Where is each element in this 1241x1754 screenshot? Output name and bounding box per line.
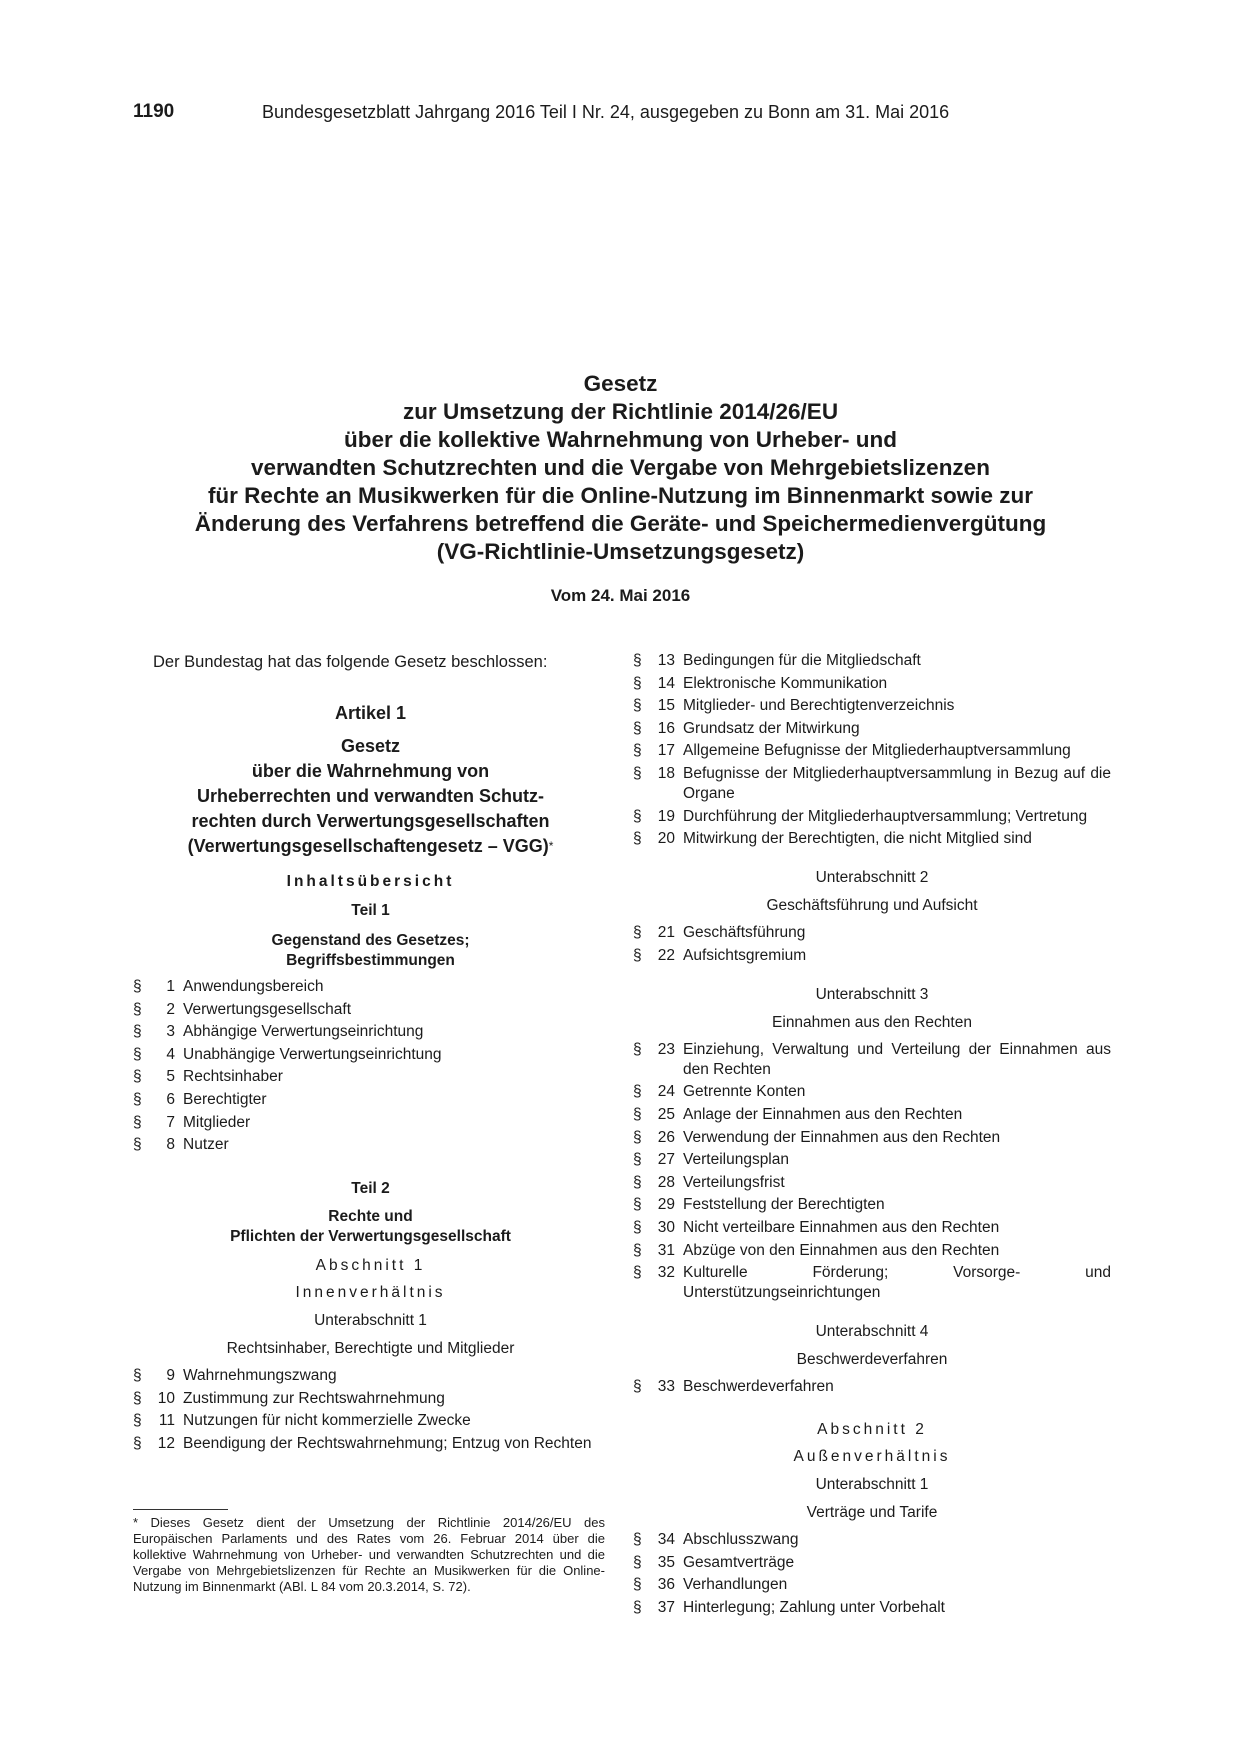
section-sign: § — [633, 652, 642, 669]
section-title: Allgemeine Befugnisse der Mitgliederhauptversammlung — [683, 742, 1071, 760]
section-title: Hinterlegung; Zahlung unter Vorbehalt — [683, 1598, 945, 1616]
section-number: 13 — [657, 652, 675, 669]
section-sign: § — [633, 946, 642, 964]
article-title-line — [133, 834, 608, 859]
unterabschnitt-2-title: Geschäftsführung und Aufsicht — [766, 897, 978, 915]
toc-entry[interactable] — [133, 1434, 608, 1454]
article-short-title: (Verwertungsgesellschaftengesetz – VGG) — [187, 836, 549, 856]
section-number: 1 — [166, 978, 175, 995]
abschnitt-2-unterabschnitt-1-label: Unterabschnitt 1 — [815, 1476, 929, 1494]
teil-2-title-line: Rechte und — [328, 1208, 413, 1226]
section-sign: § — [633, 719, 642, 737]
law-date: Vom 24. Mai 2016 — [550, 586, 691, 605]
abschnitt-1-title: Innenverhältnis — [295, 1284, 446, 1302]
toc-heading: Inhaltsübersicht — [286, 873, 455, 890]
section-sign: § — [633, 1378, 642, 1396]
title-line: verwandten Schutzrechten und die Vergabe von Mehrgebietslizenzen — [251, 455, 990, 480]
toc-entry[interactable] — [133, 1411, 608, 1431]
section-number: 30 — [657, 1218, 675, 1236]
section-number: 31 — [657, 1241, 675, 1259]
toc-entry[interactable] — [633, 1173, 1111, 1193]
title-line: (VG-Richtlinie-Umsetzungsgesetz) — [436, 539, 805, 564]
toc-list-ua4 — [633, 1377, 1111, 1397]
section-sign: § — [633, 1083, 642, 1101]
section-title: Verhandlungen — [683, 1576, 788, 1594]
section-title: Berechtigter — [183, 1090, 267, 1108]
section-title: Wahrnehmungszwang — [183, 1367, 337, 1385]
teil-1-title — [133, 931, 608, 971]
unterabschnitt-1-label: Unterabschnitt 1 — [314, 1312, 427, 1330]
toc-entry[interactable] — [633, 1040, 1111, 1080]
left-column — [133, 651, 608, 1457]
unterabschnitt-1-title: Rechtsinhaber, Berechtigte und Mitglieder — [226, 1340, 515, 1358]
section-number: 37 — [657, 1598, 675, 1616]
section-number: 8 — [166, 1136, 175, 1154]
section-title: Nutzer — [183, 1136, 229, 1154]
section-sign: § — [633, 1241, 642, 1259]
section-number: 22 — [657, 946, 675, 964]
section-number: 5 — [166, 1068, 175, 1086]
section-sign: § — [633, 1531, 642, 1549]
toc-entry[interactable] — [633, 1105, 1111, 1125]
section-number: 2 — [166, 1000, 175, 1018]
toc-entry[interactable] — [633, 651, 1111, 671]
section-title: Abhängige Verwertungseinrichtung — [183, 1023, 424, 1041]
toc-entry[interactable] — [633, 946, 1111, 966]
toc-entry[interactable] — [633, 1150, 1111, 1170]
title-line: zur Umsetzung der Richtlinie 2014/26/EU — [402, 399, 839, 424]
toc-list-ua2 — [633, 923, 1111, 966]
toc-entry[interactable] — [633, 1553, 1111, 1573]
abschnitt-2-unterabschnitt-1-title: Verträge und Tarife — [806, 1504, 938, 1522]
section-number: 6 — [166, 1090, 175, 1108]
footnote: * Dieses Gesetz dient der Umsetzung der Richtlinie 2014/26/EU des Europäischen Parlaments und des Rates vom 26. Februar 2014 über die kollektive Wahrnehmung von Urheber- und verwandten Schutzrechten und die Vergabe von Mehrgebietslizenzen für Rechte an Musikwerken für die Online-Nutzung im Binnenmarkt (ABl. L 84 vom 20.3.2014, S. 72). — [133, 1515, 605, 1594]
footnote-divider — [133, 1509, 228, 1510]
section-sign: § — [133, 1090, 142, 1108]
toc-entry[interactable] — [133, 1113, 608, 1133]
page-number: 1190 — [133, 101, 175, 122]
article-title-line: rechten durch Verwertungsgesellschaften — [191, 811, 550, 831]
section-number: 11 — [158, 1412, 175, 1430]
teil-1-label: Teil 1 — [351, 902, 390, 919]
section-title: Nicht verteilbare Einnahmen aus den Rechten — [683, 1218, 1000, 1236]
toc-entry[interactable] — [633, 1241, 1111, 1261]
toc-list-ua1 — [133, 1366, 608, 1454]
section-sign: § — [133, 1136, 142, 1154]
section-sign: § — [133, 1045, 142, 1063]
section-number: 32 — [657, 1264, 675, 1282]
toc-entry[interactable] — [633, 1263, 1111, 1303]
section-sign: § — [633, 1151, 642, 1169]
article-heading — [133, 701, 608, 859]
section-title: Rechtsinhaber — [183, 1068, 283, 1086]
article-title-line: über die Wahrnehmung von — [251, 761, 490, 781]
abschnitt-2-title: Außenverhältnis — [793, 1448, 951, 1466]
section-sign: § — [133, 1023, 142, 1041]
section-title: Einziehung, Verwaltung und Verteilung der Einnahmen aus den Rechten — [683, 1040, 1111, 1078]
toc-entry[interactable] — [133, 1366, 608, 1386]
section-number: 9 — [166, 1367, 175, 1385]
section-number: 4 — [166, 1045, 175, 1063]
title-line: Änderung des Verfahrens betreffend die Geräte- und Speichermedienvergütung — [194, 511, 1047, 536]
section-number: 28 — [657, 1173, 675, 1191]
section-title: Nutzungen für nicht kommerzielle Zwecke — [183, 1412, 471, 1430]
toc-entry[interactable] — [133, 1135, 608, 1155]
section-title: Aufsichtsgremium — [683, 946, 807, 964]
section-sign: § — [133, 1113, 142, 1131]
section-number: 35 — [657, 1553, 675, 1571]
toc-list-ua1-cont — [633, 651, 1111, 849]
toc-list-a2-ua1 — [633, 1530, 1111, 1618]
section-number: 15 — [657, 697, 675, 715]
section-sign: § — [633, 1576, 642, 1594]
toc-entry[interactable] — [633, 719, 1111, 739]
section-sign: § — [633, 1264, 642, 1282]
intro-text: Der Bundestag hat das folgende Gesetz beschlossen: — [153, 653, 548, 671]
section-title: Anlage der Einnahmen aus den Rechten — [683, 1105, 963, 1123]
section-sign: § — [633, 742, 642, 760]
toc-entry[interactable] — [633, 923, 1111, 943]
section-number: 24 — [657, 1083, 675, 1101]
section-sign: § — [633, 1553, 642, 1571]
section-title: Verteilungsplan — [683, 1151, 789, 1169]
section-number: 26 — [657, 1128, 675, 1146]
toc-entry[interactable] — [133, 977, 608, 997]
toc-entry[interactable] — [633, 807, 1111, 827]
teil-1-title-line: Gegenstand des Gesetzes; — [271, 932, 470, 949]
toc-list-teil-1 — [133, 977, 608, 1155]
section-title: Elektronische Kommunikation — [683, 674, 888, 692]
section-sign: § — [633, 1196, 642, 1214]
section-title: Geschäftsführung — [683, 924, 806, 942]
section-number: 19 — [657, 807, 675, 825]
section-title: Abzüge von den Einnahmen aus den Rechten — [683, 1241, 1000, 1259]
section-title: Gesamtverträge — [683, 1553, 795, 1571]
section-title: Kulturelle Förderung; Vorsorge- und Unterstützungseinrichtungen — [683, 1264, 1111, 1302]
article-title-line: Urheberrechten und verwandten Schutz- — [196, 786, 545, 806]
toc-entry[interactable] — [633, 1195, 1111, 1215]
section-title: Mitwirkung der Berechtigten, die nicht Mitglied sind — [683, 830, 1032, 848]
toc-entry[interactable] — [633, 674, 1111, 694]
toc-list-ua3 — [633, 1040, 1111, 1303]
section-sign: § — [133, 1068, 142, 1086]
toc-entry[interactable] — [133, 1067, 608, 1087]
section-number: 16 — [657, 719, 675, 737]
title-line: Gesetz — [583, 371, 658, 396]
section-title: Zustimmung zur Rechtswahrnehmung — [183, 1389, 445, 1407]
toc-entry[interactable] — [133, 1045, 608, 1065]
section-title: Durchführung der Mitgliederhauptversammlung; Vertretung — [683, 807, 1088, 825]
toc-entry[interactable] — [633, 696, 1111, 716]
section-sign: § — [133, 1367, 142, 1385]
section-sign: § — [633, 1040, 642, 1058]
toc-entry[interactable] — [633, 1128, 1111, 1148]
section-number: 17 — [657, 742, 675, 760]
right-column — [633, 651, 1111, 1620]
toc-entry[interactable] — [633, 1082, 1111, 1102]
toc-entry[interactable] — [633, 1377, 1111, 1397]
article-label: Artikel 1 — [334, 703, 407, 723]
section-sign: § — [633, 697, 642, 715]
abschnitt-1-label: Abschnitt 1 — [315, 1257, 426, 1275]
section-sign: § — [133, 1412, 142, 1430]
teil-2-title-line: Pflichten der Verwertungsgesellschaft — [230, 1228, 511, 1246]
section-sign: § — [633, 1105, 642, 1123]
section-sign: § — [633, 1173, 642, 1191]
toc-entry[interactable] — [633, 764, 1111, 804]
footnote-mark: * — [548, 839, 554, 853]
section-title: Unabhängige Verwertungseinrichtung — [183, 1045, 442, 1063]
section-number: 25 — [657, 1105, 675, 1123]
section-number: 21 — [657, 924, 675, 942]
section-number: 27 — [657, 1151, 675, 1169]
law-title — [100, 370, 1141, 566]
section-sign: § — [633, 674, 642, 692]
section-title: Bedingungen für die Mitgliedschaft — [683, 652, 921, 669]
unterabschnitt-2-label: Unterabschnitt 2 — [815, 869, 929, 887]
section-title: Befugnisse der Mitgliederhauptversammlung in Bezug auf die Organe — [683, 764, 1111, 802]
section-number: 36 — [657, 1576, 675, 1594]
section-number: 34 — [657, 1531, 675, 1549]
section-title: Verwendung der Einnahmen aus den Rechten — [683, 1128, 1001, 1146]
toc-entry[interactable] — [633, 1218, 1111, 1238]
toc-entry[interactable] — [133, 1022, 608, 1042]
section-sign: § — [633, 924, 642, 942]
section-title: Abschlusszwang — [683, 1531, 799, 1549]
section-number: 29 — [657, 1196, 675, 1214]
section-sign: § — [133, 978, 142, 995]
section-title: Beendigung der Rechtswahrnehmung; Entzug von Rechten — [183, 1434, 592, 1452]
section-number: 20 — [657, 830, 675, 848]
section-title: Beschwerdeverfahren — [683, 1378, 834, 1396]
unterabschnitt-4-label: Unterabschnitt 4 — [815, 1323, 929, 1341]
section-title: Getrennte Konten — [683, 1083, 806, 1101]
section-number: 12 — [157, 1434, 175, 1452]
section-sign: § — [633, 1218, 642, 1236]
abschnitt-2-label: Abschnitt 2 — [817, 1421, 927, 1439]
section-number: 18 — [657, 764, 675, 782]
title-line: für Rechte an Musikwerken für die Online-Nutzung im Binnenmarkt sowie zur — [207, 483, 1034, 508]
teil-2-title — [133, 1207, 608, 1247]
toc-entry[interactable] — [633, 1530, 1111, 1550]
toc-entry[interactable] — [133, 1389, 608, 1409]
teil-1-title-line: Begriffsbestimmungen — [286, 952, 455, 969]
section-sign: § — [633, 764, 642, 782]
section-title: Grundsatz der Mitwirkung — [683, 719, 860, 737]
toc-entry[interactable] — [633, 741, 1111, 761]
section-title: Verteilungsfrist — [683, 1173, 785, 1191]
section-sign: § — [633, 1598, 642, 1616]
section-number: 14 — [657, 674, 675, 692]
teil-2-label: Teil 2 — [351, 1180, 390, 1198]
section-sign: § — [633, 807, 642, 825]
section-number: 10 — [157, 1389, 175, 1407]
title-line: über die kollektive Wahrnehmung von Urheber- und — [344, 427, 897, 452]
section-number: 33 — [657, 1378, 675, 1396]
toc-entry[interactable] — [633, 829, 1111, 849]
page-header — [133, 101, 1113, 127]
section-number: 23 — [657, 1040, 675, 1058]
unterabschnitt-4-title: Beschwerdeverfahren — [796, 1351, 948, 1369]
section-number: 3 — [166, 1023, 175, 1041]
section-sign: § — [633, 1128, 642, 1146]
section-title: Verwertungsgesellschaft — [183, 1000, 352, 1018]
section-title: Feststellung der Berechtigten — [683, 1196, 885, 1214]
running-title: Bundesgesetzblatt Jahrgang 2016 Teil I Nr. 24, ausgegeben zu Bonn am 31. Mai 2016 — [262, 102, 950, 122]
section-sign: § — [133, 1434, 142, 1452]
section-sign: § — [633, 830, 642, 848]
article-title-line: Gesetz — [340, 736, 401, 756]
section-title: Mitglieder- und Berechtigtenverzeichnis — [683, 697, 955, 715]
toc-entry[interactable] — [133, 1090, 608, 1110]
unterabschnitt-3-title: Einnahmen aus den Rechten — [772, 1013, 972, 1031]
toc-entry[interactable] — [633, 1598, 1111, 1618]
section-number: 7 — [166, 1113, 175, 1131]
section-title: Mitglieder — [183, 1113, 251, 1131]
toc-entry[interactable] — [133, 1000, 608, 1020]
section-sign: § — [133, 1000, 142, 1018]
toc-entry[interactable] — [633, 1575, 1111, 1595]
section-title: Anwendungsbereich — [183, 978, 324, 995]
section-sign: § — [133, 1389, 142, 1407]
unterabschnitt-3-label: Unterabschnitt 3 — [815, 985, 929, 1003]
